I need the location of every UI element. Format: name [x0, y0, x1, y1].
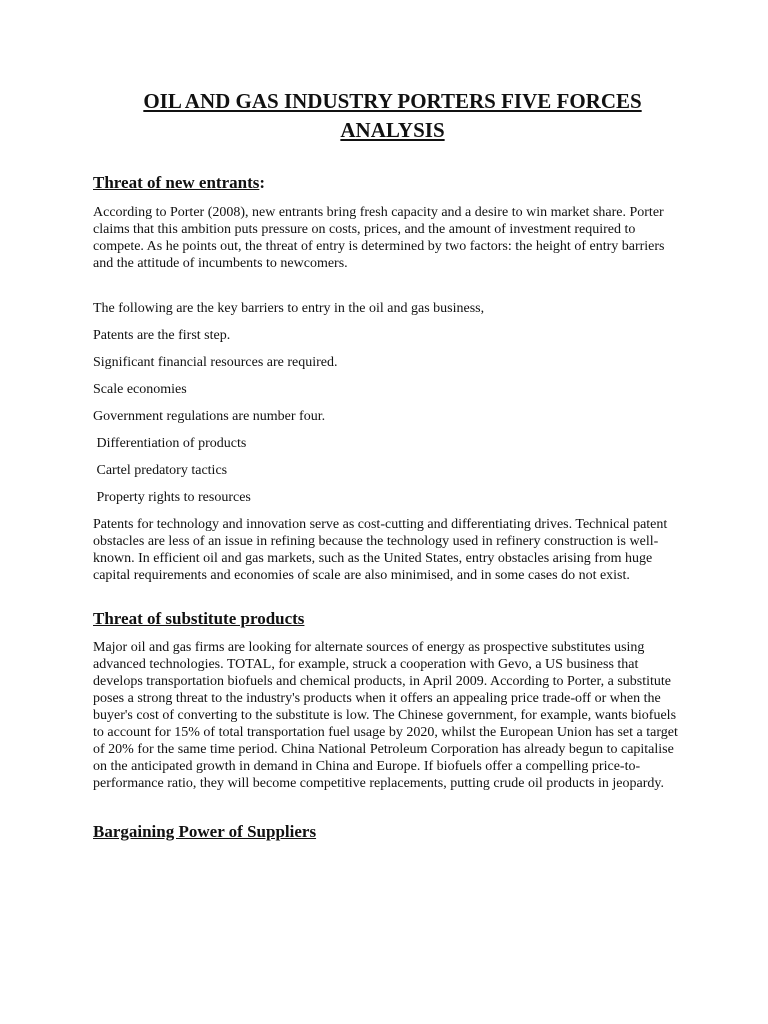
section-heading-suppliers [93, 822, 678, 842]
barrier-item: Differentiation of products [93, 436, 247, 451]
new-entrants-paragraph-1: According to Porter (2008), new entrants bring fresh capacity and a desire to win market share. Porter claims that this ambition puts pressure on costs, prices, and the amount of investment required to compete. As he points out, the threat of entry is determined by two factors: the height of entry barriers and the attitude of incumbents to newcomers. [93, 205, 665, 271]
barrier-item: Government regulations are number four. [93, 409, 326, 424]
document-page [93, 87, 678, 842]
barrier-item: Property rights to resources [93, 490, 251, 505]
document-title: OIL AND GAS INDUSTRY PORTERS FIVE FORCES ANALYSIS [143, 89, 642, 142]
barriers-intro: The following are the key barriers to entry in the oil and gas business, [93, 301, 485, 316]
barrier-item: Patents are the first step. [93, 328, 231, 343]
barrier-item: Cartel predatory tactics [93, 463, 228, 478]
section-heading-substitutes [93, 609, 678, 629]
new-entrants-paragraph-2: Patents for technology and innovation serve as cost-cutting and differentiating drives. Technical patent obstacles are less of an issue in refining because the technology used in refinery construction is well-known. In efficient oil and gas markets, such as the United States, entry obstacles arising from huge capital requirements and economies of scale are also minimised, and in some cases do not exist. [93, 517, 668, 583]
barrier-item: Scale economies [93, 382, 187, 397]
heading-text: Threat of new entrants [93, 173, 260, 192]
heading-text: Bargaining Power of Suppliers [93, 822, 317, 841]
heading-text: Threat of substitute products [93, 609, 305, 628]
barrier-item: Significant financial resources are required. [93, 355, 338, 370]
section-heading-new-entrants [93, 173, 678, 193]
substitutes-paragraph: Major oil and gas firms are looking for alternate sources of energy as prospective substitutes using advanced technologies. TOTAL, for example, struck a cooperation with Gevo, a US business that develops transportation biofuels and chemical products, in April 2009. According to Porter, a substitute poses a strong threat to the industry's products when it offers an appealing price trade-off or when the buyer's cost of converting to the substitute is low. The Chinese government, for example, wants biofuels to account for 15% of total transportation fuel usage by 2020, whilst the European Union has set a target of 20% for the same time period. China National Petroleum Corporation has already begun to capitalise on the anticipated growth in demand in China and Europe. If biofuels offer a compelling price-to-performance ratio, they will become competitive replacements, putting crude oil products in jeopardy. [93, 640, 678, 791]
heading-suffix: : [259, 173, 266, 192]
